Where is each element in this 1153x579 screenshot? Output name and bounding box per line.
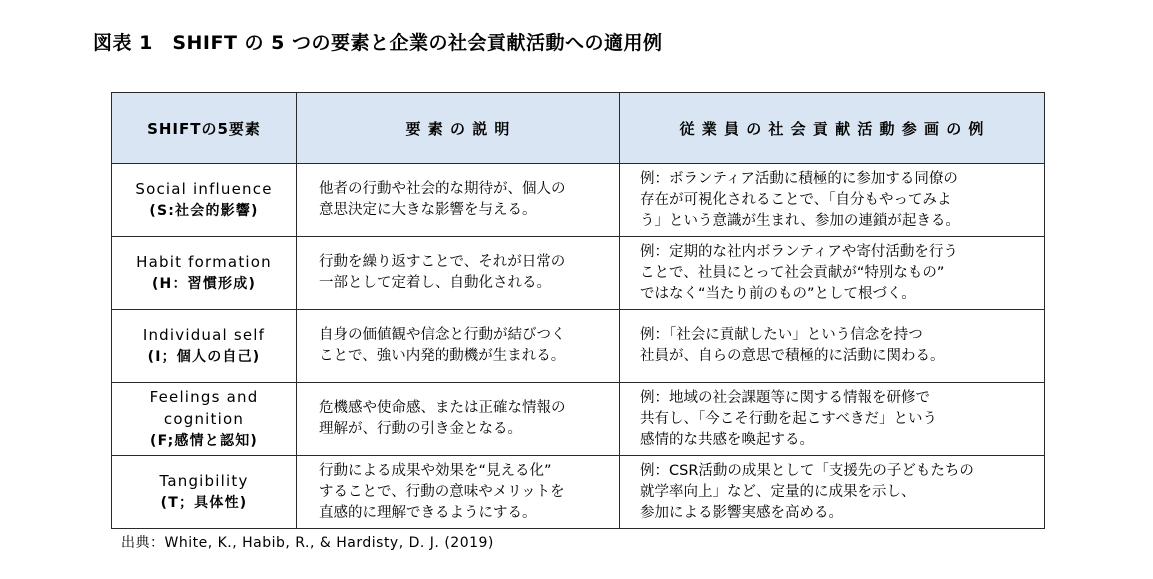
description-cell: 行動を繰り返すことで、それが日常の 一部として定着し、自動化される。 bbox=[297, 237, 620, 310]
element-name-jp: (I；個人の自己) bbox=[147, 349, 261, 365]
example-cell: 例：ボランティア活動に積極的に参加する同僚の 存在が可視化されることで、「自分もやってみよ う」という意識が生まれ、参加の連鎖が起きる。 bbox=[620, 164, 1045, 237]
table-row bbox=[112, 383, 1045, 456]
description-cell: 自身の価値観や信念と行動が結びつく ことで、強い内発的動機が生まれる。 bbox=[297, 310, 620, 383]
element-name-en: Social influence bbox=[135, 180, 273, 198]
element-name-en: Habit formation bbox=[136, 253, 272, 271]
shift-table bbox=[111, 92, 1045, 529]
example-cell: 例：CSR活動の成果として「支援先の子どもたちの 就学率向上」など、定量的に成果を示し、 参加による影響実感を高める。 bbox=[620, 456, 1045, 529]
header-row bbox=[112, 93, 1045, 164]
element-name-en: Individual self bbox=[142, 326, 266, 344]
element-cell bbox=[112, 456, 297, 529]
header-element: SHIFTの5要素 bbox=[112, 93, 297, 164]
description-cell: 危機感や使命感、または正確な情報の 理解が、行動の引き金となる。 bbox=[297, 383, 620, 456]
table-row bbox=[112, 164, 1045, 237]
table-row bbox=[112, 310, 1045, 383]
example-cell: 例：「社会に貢献したい」という信念を持つ 社員が、自らの意思で積極的に活動に関わる。 bbox=[620, 310, 1045, 383]
element-cell bbox=[112, 237, 297, 310]
element-cell bbox=[112, 164, 297, 237]
header-example: 従 業 員 の 社 会 貢 献 活 動 参 画 の 例 bbox=[620, 93, 1045, 164]
description-cell: 行動による成果や効果を“見える化” することで、行動の意味やメリットを 直感的に理解できるようにする。 bbox=[297, 456, 620, 529]
element-cell bbox=[112, 383, 297, 456]
element-name-jp: (S:社会的影響) bbox=[149, 203, 259, 219]
element-name-jp: (F;感情と認知) bbox=[150, 433, 258, 449]
element-name-en: Feelings and cognition bbox=[149, 388, 259, 428]
description-cell: 他者の行動や社会的な期待が、個人の 意思決定に大きな影響を与える。 bbox=[297, 164, 620, 237]
element-name-en: Tangibility bbox=[159, 472, 249, 490]
table-row bbox=[112, 456, 1045, 529]
figure-title: 図表 1 SHIFT の 5 つの要素と企業の社会貢献活動への適用例 bbox=[93, 32, 663, 54]
header-description: 要 素 の 説 明 bbox=[297, 93, 620, 164]
example-cell: 例：定期的な社内ボランティアや寄付活動を行う ことで、社員にとって社会貢献が“特別なもの” ではなく“当たり前のもの”として根づく。 bbox=[620, 237, 1045, 310]
element-cell bbox=[112, 310, 297, 383]
element-name-jp: (H：習慣形成) bbox=[151, 276, 257, 292]
example-cell: 例：地域の社会課題等に関する情報を研修で 共有し、「今こそ行動を起こすべきだ」という 感情的な共感を喚起する。 bbox=[620, 383, 1045, 456]
table-row bbox=[112, 237, 1045, 310]
element-name-jp: (T；具体性) bbox=[160, 495, 248, 511]
source-citation: 出典：White, K., Habib, R., & Hardisty, D. J. (2019) bbox=[121, 535, 494, 551]
